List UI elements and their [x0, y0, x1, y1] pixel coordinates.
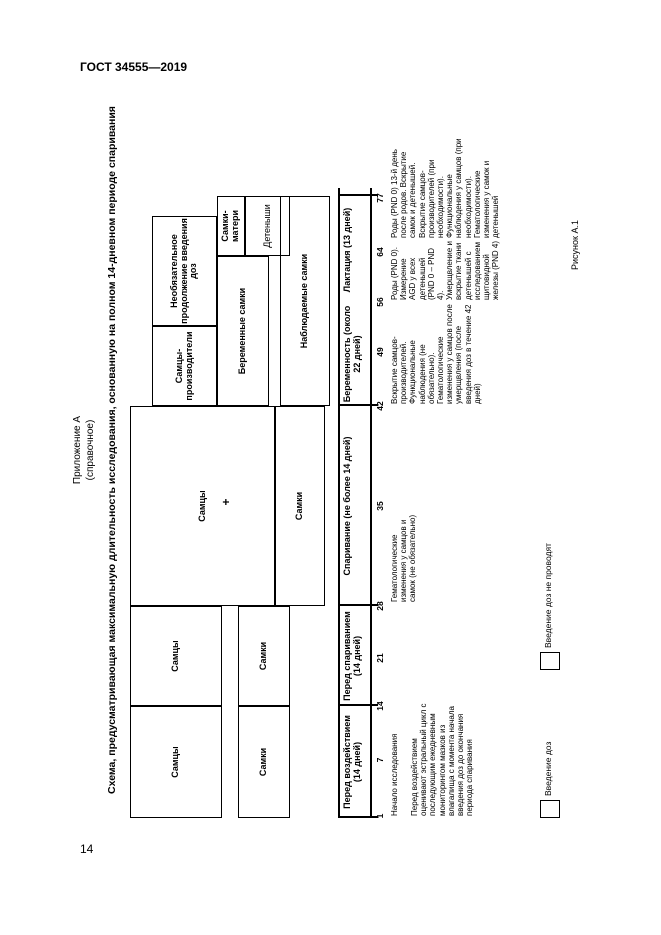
day-tick: 42 — [375, 401, 385, 411]
day-tick: 21 — [375, 653, 385, 663]
legend-dosing-label: Введение доз — [543, 741, 553, 796]
standard-header: ГОСТ 34555—2019 — [80, 60, 188, 74]
phase-lactation: Лактация (13 дней) — [342, 207, 352, 293]
day-tick: 7 — [375, 757, 385, 763]
pregnant-females-box: Беременные самки — [217, 256, 269, 406]
appendix-title: Приложение А — [72, 415, 83, 485]
note-lactation-end: Роды (PND 0) 13-й день после родов. Вскрытие самок и детенышей. Вскрытие самцов-производителей (при необходимости). Функциональные наблюдения у самцов (при необходимости). Гематологические изменения у самок и детенышей — [390, 138, 501, 238]
timeline-divider — [338, 817, 378, 819]
unnecessary-dosing-box: Необязательное продолжение введения доз — [152, 216, 217, 326]
males-box-3: Самцы — [130, 406, 275, 606]
legend-no-dosing-swatch — [540, 652, 560, 670]
page-number: 14 — [80, 842, 94, 856]
females-box-3: Самки — [275, 406, 325, 606]
plus-sign: + — [219, 498, 233, 506]
inseminated-females-box: Наблюдаемые самки — [280, 196, 330, 406]
mother-females-box: Самки-матери — [217, 196, 245, 256]
phase-pre-mating: Перед спариванием (14 дней) — [342, 611, 363, 701]
timeline-divider — [338, 405, 378, 407]
day-tick: 49 — [375, 347, 385, 357]
note-stud-autopsy: Вскрытие самцов-производителей. Функциональные наблюдения (не обязательно). Гематологические изменения у самцов после умерщвления (после введения доз в течение 42 дней) — [390, 304, 482, 404]
stud-males-box: Самцы-производители — [152, 326, 217, 406]
day-tick: 35 — [375, 501, 385, 511]
phase-mating: Спаривание (не более 14 дней) — [342, 436, 352, 576]
day-tick: 64 — [375, 247, 385, 257]
day-tick: 1 — [375, 813, 385, 819]
timeline-divider — [338, 705, 378, 707]
females-box-1: Самки — [238, 706, 290, 818]
offspring-box: Детеныши — [245, 196, 290, 256]
males-box-2: Самцы — [130, 606, 222, 706]
males-box-1: Самцы — [130, 706, 222, 818]
day-tick: 56 — [375, 297, 385, 307]
phase-pre-exposure: Перед воздействием (14 дней) — [342, 715, 363, 809]
timeline-divider — [338, 605, 378, 607]
rotated-figure — [70, 70, 590, 830]
scheme-title: Схема, предусматривающая максимальную длительность исследования, основанную на полном 14-дневном периоде спаривания — [106, 106, 118, 794]
timeline-top-line — [338, 188, 340, 818]
day-tick: 14 — [375, 701, 385, 711]
note-estrous: Перед воздействием оценивают эстральный цикл с последующим ежедневным мониторингом мазков из влагалища с момента начала введения доз до окончания периода спаривания — [410, 703, 475, 816]
note-study-start: Начало исследования — [390, 733, 399, 816]
timeline-axis — [370, 188, 372, 818]
legend-dosing-swatch — [540, 800, 560, 818]
appendix-subtitle: (справочное) — [85, 419, 96, 481]
females-box-2: Самки — [238, 606, 290, 706]
legend-no-dosing-label: Введение доз не проводят — [543, 543, 553, 648]
timeline-divider — [338, 195, 378, 197]
day-tick: 28 — [375, 601, 385, 611]
day-tick: 77 — [375, 193, 385, 203]
phase-pregnancy: Беременность (около 22 дней) — [342, 305, 363, 403]
note-birth: Роды (PND 0). Измерение AGD у всех детенышей (PND 0 – PND 4). Умерщвление и вскрытие ткани детенышей с исследованием щитовидной железы (PND 4) — [390, 240, 501, 300]
figure-caption: Рисунок А.1 — [570, 220, 580, 270]
note-hematology: Гематологические изменения у самцов и самок (не обязательно) — [390, 514, 418, 602]
